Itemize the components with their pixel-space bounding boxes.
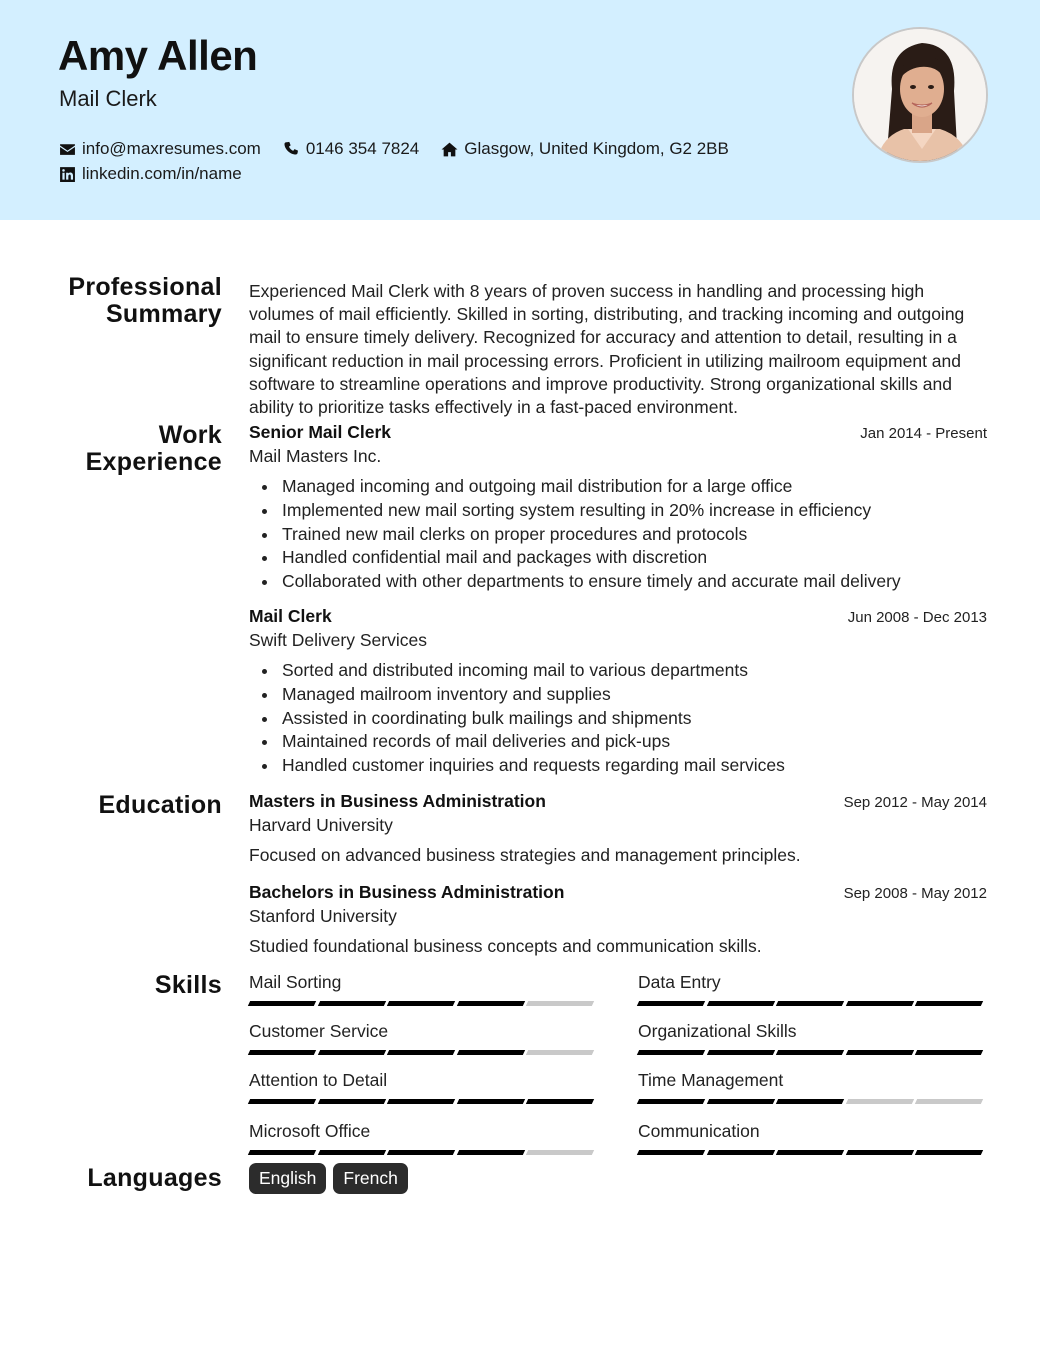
skill-name: Customer Service (249, 1021, 389, 1041)
skill-segment-filled (526, 1099, 594, 1104)
skill-bar (638, 1150, 986, 1155)
skill-segment-filled (457, 1150, 525, 1155)
candidate-name: Amy Allen (58, 32, 258, 79)
skill-item (638, 1121, 986, 1155)
skill-segment-filled (248, 1050, 316, 1055)
skill-segment-filled (387, 1001, 455, 1006)
education-dates: Sep 2012 - May 2014 (843, 794, 987, 811)
linkedin-text: linkedin.com/in/name (82, 164, 242, 183)
language-badge: French (333, 1163, 407, 1194)
skill-name: Attention to Detail (249, 1070, 388, 1090)
skill-segment-filled (706, 1099, 774, 1104)
skill-segment-filled (248, 1099, 316, 1104)
skill-segment-filled (317, 1099, 385, 1104)
contact-address (441, 139, 729, 159)
job-dates: Jun 2008 - Dec 2013 (847, 609, 987, 626)
skill-segment-filled (248, 1150, 316, 1155)
skill-segment-filled (776, 1050, 844, 1055)
skill-segment-filled (915, 1050, 983, 1055)
section-title-line: Professional (68, 273, 222, 301)
section-title-experience (86, 422, 222, 476)
education-description: Studied foundational business concepts and communication skills. (249, 936, 762, 956)
skill-bar (638, 1050, 986, 1055)
phone-icon (283, 141, 300, 158)
list-item: Implemented new mail sorting system resulting in 20% increase in efficiency (249, 499, 987, 523)
skill-segment-empty (526, 1001, 594, 1006)
skill-segment-filled (637, 1001, 705, 1006)
job-dates: Jan 2014 - Present (860, 425, 987, 442)
skill-segment-filled (317, 1050, 385, 1055)
contact-phone[interactable] (283, 139, 419, 159)
email-text: info@maxresumes.com (82, 139, 261, 158)
linkedin-icon (59, 166, 76, 183)
skill-segment-filled (457, 1050, 525, 1055)
section-title-languages: Languages (87, 1164, 222, 1192)
skill-segment-empty (526, 1150, 594, 1155)
skill-segment-filled (637, 1150, 705, 1155)
education-entry (249, 791, 987, 866)
skill-segment-filled (776, 1001, 844, 1006)
skill-segment-filled (248, 1001, 316, 1006)
education-description: Focused on advanced business strategies and management principles. (249, 845, 801, 865)
skill-bar (638, 1099, 986, 1104)
section-title-line: Work (158, 421, 222, 449)
skill-segment-filled (387, 1150, 455, 1155)
skill-segment-filled (706, 1050, 774, 1055)
summary-text: Experienced Mail Clerk with 8 years of proven success in handling and processing high volumes of mail efficiently. Skilled in sorting, distributing, and tracking incoming and outgoing mail to ensure timely delivery. Recognized for accuracy and attention to detail, resulting in a significant reduction in mail processing errors. Proficient in utilizing mailroom equipment and software to streamline operations and improve productivity. Strong organizational skills and ability to prioritize tasks effectively in a fast-paced environment. (249, 281, 965, 418)
education-degree: Masters in Business Administration (249, 791, 546, 811)
education-dates: Sep 2008 - May 2012 (843, 885, 987, 902)
skill-segment-filled (706, 1150, 774, 1155)
list-item: Handled confidential mail and packages with discretion (249, 546, 987, 570)
skill-item (638, 972, 986, 1006)
skill-segment-filled (776, 1099, 844, 1104)
language-list (249, 1163, 415, 1194)
skill-name: Communication (638, 1121, 760, 1141)
job-company: Swift Delivery Services (249, 630, 427, 650)
envelope-icon (59, 141, 76, 158)
job-entry (249, 422, 987, 594)
section-title-skills: Skills (154, 971, 222, 999)
skill-segment-filled (317, 1001, 385, 1006)
contact-linkedin[interactable] (59, 164, 242, 184)
profile-photo (852, 27, 988, 163)
skill-segment-empty (915, 1099, 983, 1104)
skill-bar (249, 1050, 597, 1055)
skill-item (638, 1070, 986, 1104)
job-company: Mail Masters Inc. (249, 446, 382, 466)
skill-segment-filled (846, 1150, 914, 1155)
skill-segment-filled (776, 1150, 844, 1155)
job-role: Senior Mail Clerk (249, 422, 391, 442)
skill-segment-filled (387, 1050, 455, 1055)
list-item: Managed mailroom inventory and supplies (249, 683, 987, 707)
list-item: Sorted and distributed incoming mail to various departments (249, 659, 987, 683)
education-school: Harvard University (249, 815, 393, 835)
skill-bar (249, 1150, 597, 1155)
header-banner (0, 0, 1040, 220)
section-title-education: Education (98, 791, 222, 819)
skill-segment-filled (706, 1001, 774, 1006)
skill-name: Microsoft Office (249, 1121, 371, 1141)
list-item: Trained new mail clerks on proper procedures and protocols (249, 523, 987, 547)
skill-name: Mail Sorting (249, 972, 342, 992)
skill-bar (249, 1099, 597, 1104)
skill-segment-empty (846, 1099, 914, 1104)
language-badge: English (249, 1163, 326, 1194)
list-item: Assisted in coordinating bulk mailings and shipments (249, 707, 987, 731)
candidate-title: Mail Clerk (59, 86, 157, 111)
skill-segment-filled (317, 1150, 385, 1155)
job-bullets (249, 475, 987, 594)
list-item: Handled customer inquiries and requests regarding mail services (249, 754, 987, 778)
phone-text: 0146 354 7824 (305, 139, 420, 158)
skill-segment-filled (457, 1001, 525, 1006)
skill-bar (249, 1001, 597, 1006)
address-text: Glasgow, United Kingdom, G2 2BB (464, 139, 729, 158)
contact-row (59, 164, 264, 184)
skill-item (249, 1021, 597, 1055)
skill-item (249, 1121, 597, 1155)
section-title-line: Experience (85, 448, 222, 476)
contact-email[interactable] (59, 139, 261, 159)
skill-item (249, 1070, 597, 1104)
skill-segment-filled (846, 1001, 914, 1006)
skill-segment-filled (387, 1099, 455, 1104)
list-item: Managed incoming and outgoing mail distribution for a large office (249, 475, 987, 499)
home-icon (441, 141, 458, 158)
skill-segment-empty (526, 1050, 594, 1055)
contact-row (59, 139, 751, 159)
skill-name: Data Entry (638, 972, 721, 992)
job-entry (249, 606, 987, 778)
list-item: Maintained records of mail deliveries and pick-ups (249, 730, 987, 754)
section-title-summary (68, 274, 222, 328)
education-degree: Bachelors in Business Administration (249, 882, 565, 902)
list-item: Collaborated with other departments to ensure timely and accurate mail delivery (249, 570, 987, 594)
skill-name: Organizational Skills (638, 1021, 797, 1041)
skill-segment-filled (637, 1099, 705, 1104)
skill-segment-filled (846, 1050, 914, 1055)
skill-segment-filled (915, 1150, 983, 1155)
education-school: Stanford University (249, 906, 397, 926)
job-bullets (249, 659, 987, 778)
skill-item (638, 1021, 986, 1055)
education-entry (249, 882, 987, 957)
skill-segment-filled (637, 1050, 705, 1055)
skill-bar (638, 1001, 986, 1006)
skill-segment-filled (457, 1099, 525, 1104)
skill-item (249, 972, 597, 1006)
job-role: Mail Clerk (249, 606, 332, 626)
skill-segment-filled (915, 1001, 983, 1006)
skill-name: Time Management (638, 1070, 784, 1090)
section-title-line: Summary (105, 300, 222, 328)
